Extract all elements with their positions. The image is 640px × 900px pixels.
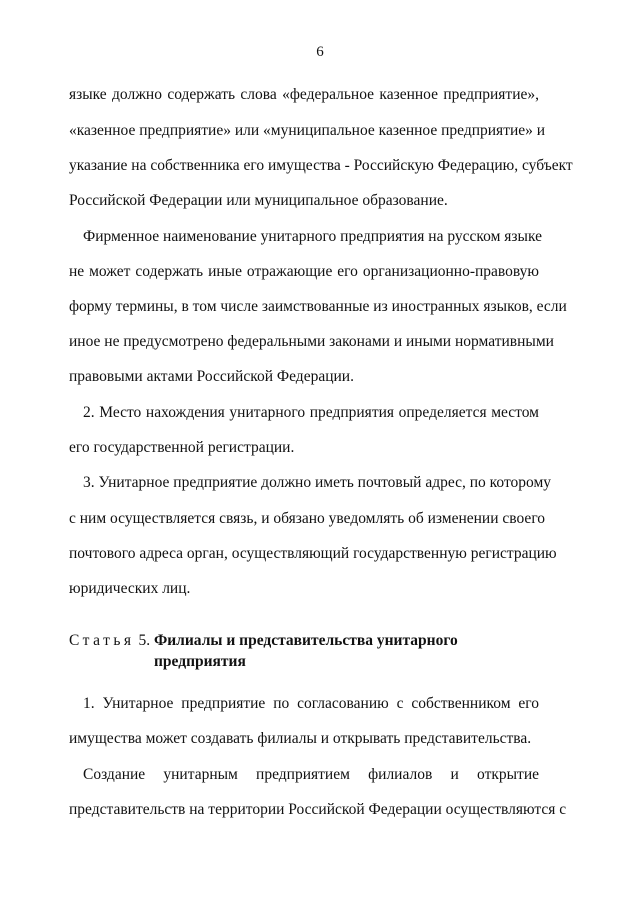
paragraph-line: имущества может создавать филиалы и открывать представительства. bbox=[69, 730, 532, 747]
paragraph-line: Создание унитарным предприятием филиалов и открытие bbox=[83, 766, 539, 783]
paragraph-line: не может содержать иные отражающие его организационно-правовую bbox=[69, 263, 539, 280]
paragraph-line: представительств на территории Российской Федерации осуществляются с bbox=[69, 801, 567, 818]
paragraph-line: языке должно содержать слова «федеральное казенное предприятие», bbox=[69, 86, 539, 103]
paragraph-line: его государственной регистрации. bbox=[69, 439, 295, 456]
paragraph-line: иное не предусмотрено федеральными законами и иными нормативными bbox=[69, 333, 554, 350]
paragraph-line: Фирменное наименование унитарного предприятия на русском языке bbox=[83, 228, 542, 245]
article-number: 5. bbox=[138, 632, 151, 649]
paragraph-line: 3. Унитарное предприятие должно иметь почтовый адрес, по которому bbox=[83, 474, 552, 491]
article-label: Статья bbox=[69, 632, 135, 649]
article-heading bbox=[69, 633, 458, 649]
article-title: Филиалы и представительства унитарного bbox=[153, 632, 458, 649]
paragraph-line: 2. Место нахождения унитарного предприятия определяется местом bbox=[83, 404, 539, 421]
paragraph-line: 1. Унитарное предприятие по согласованию с собственником его bbox=[83, 695, 539, 712]
paragraph-line: с ним осуществляется связь, и обязано уведомлять об изменении своего bbox=[69, 510, 546, 527]
page-number: 6 bbox=[316, 44, 324, 60]
paragraph-line: «казенное предприятие» или «муниципальное казенное предприятие» и bbox=[69, 122, 546, 139]
paragraph-line: Российской Федерации или муниципальное образование. bbox=[69, 192, 448, 209]
article-title-continuation: предприятия bbox=[154, 653, 246, 670]
paragraph-line: правовыми актами Российской Федерации. bbox=[69, 368, 354, 385]
paragraph-line: юридических лиц. bbox=[69, 580, 191, 597]
paragraph-line: почтового адреса орган, осуществляющий государственную регистрацию bbox=[69, 545, 557, 562]
paragraph-line: форму термины, в том числе заимствованные из иностранных языков, если bbox=[69, 298, 567, 315]
paragraph-line: указание на собственника его имущества - Российскую Федерацию, субъект bbox=[69, 157, 573, 174]
